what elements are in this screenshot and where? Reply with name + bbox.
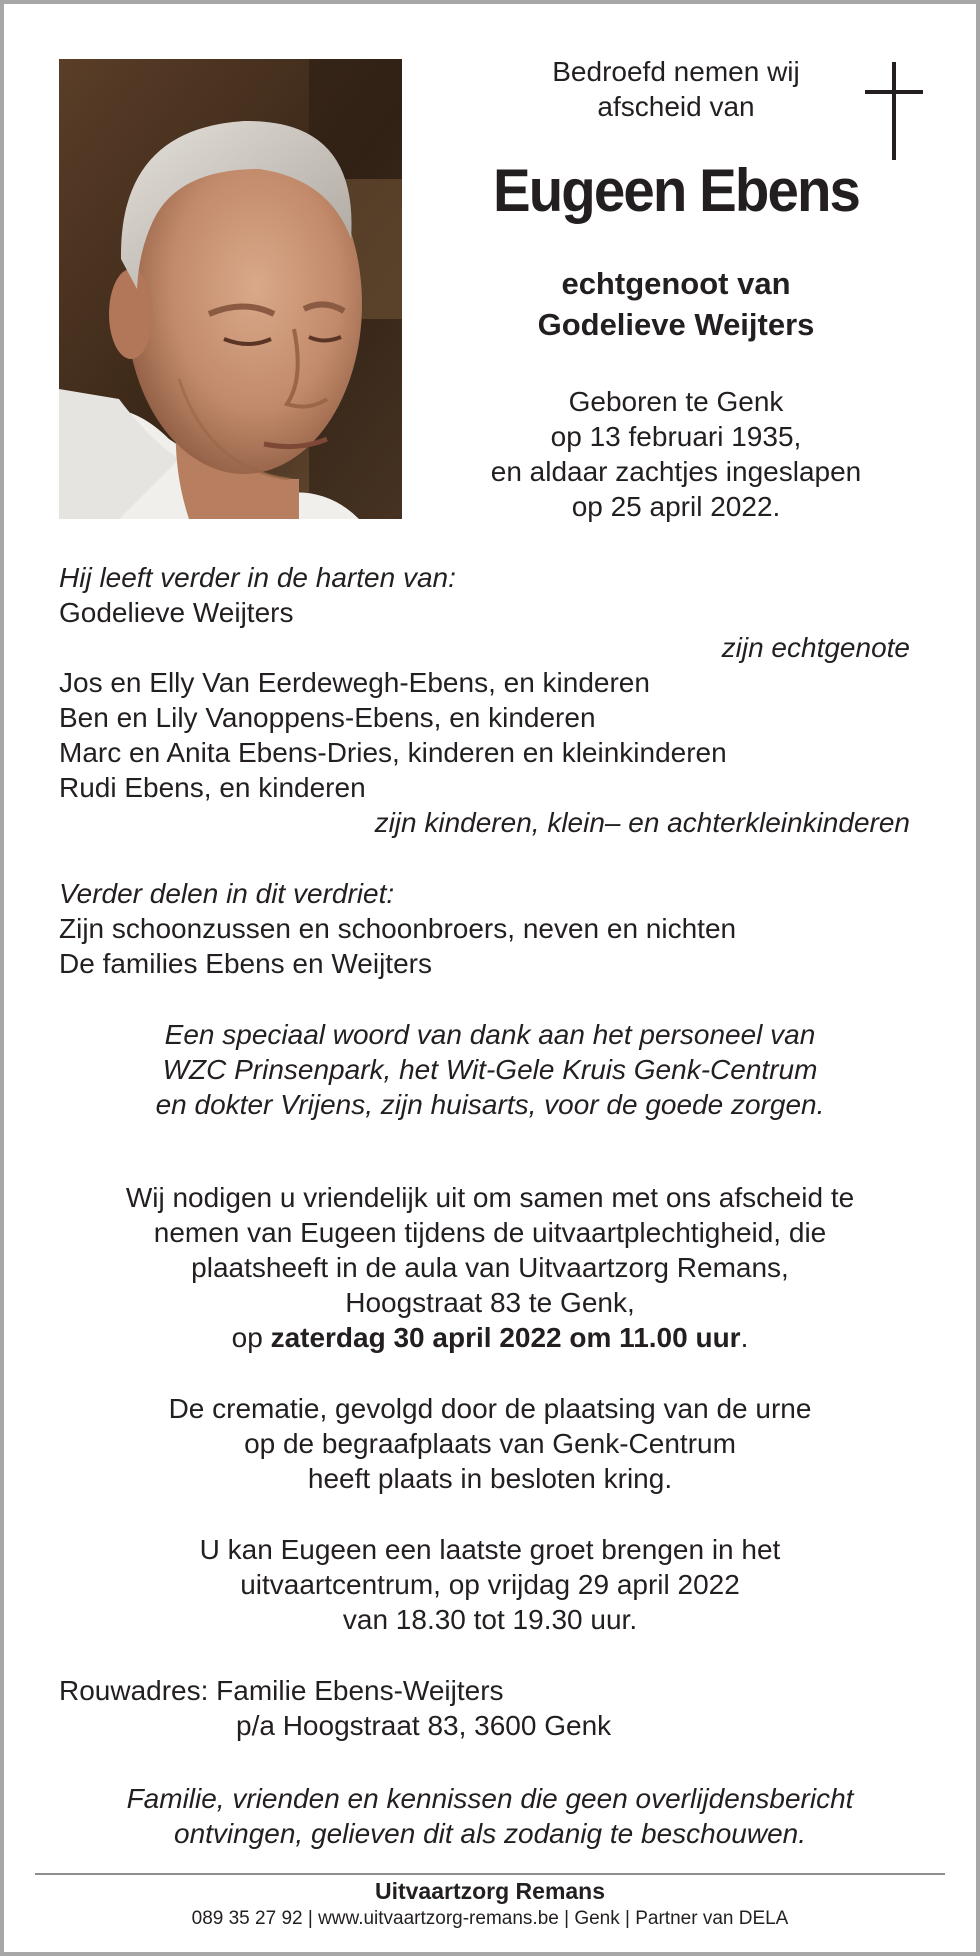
children-role: zijn kinderen, klein– en achterkleinkinderen — [374, 807, 910, 838]
ceremony-line-4: Hoogstraat 83 te Genk, — [345, 1287, 635, 1318]
birth-line-2: op 13 februari 1935, — [550, 421, 802, 452]
footer-contact-info: 089 35 27 92 | www.uitvaartzorg-remans.be | Genk | Partner van DELA — [191, 1908, 789, 1929]
thanks-line-2: WZC Prinsenpark, het Wit-Gele Kruis Genk-Centrum — [162, 1054, 818, 1085]
child-line-4: Rudi Ebens, en kinderen — [59, 772, 366, 803]
intro-line-1: Bedroefd nemen wij — [552, 56, 800, 87]
child-line-2: Ben en Lily Vanoppens-Ebens, en kinderen — [59, 702, 596, 733]
sharing-line-2: De families Ebens en Weijters — [59, 948, 432, 979]
intro-line-2: afscheid van — [597, 91, 755, 122]
footer-divider — [35, 1873, 945, 1875]
child-line-1: Jos en Elly Van Eerdewegh-Ebens, en kinderen — [59, 667, 650, 698]
ceremony-date-suffix: . — [740, 1322, 749, 1353]
spouse-name: Godelieve Weijters — [537, 307, 815, 342]
address-line-1: Rouwadres: Familie Ebens-Weijters — [59, 1675, 504, 1706]
visit-line-1: U kan Eugeen een laatste groet brengen in het — [199, 1534, 781, 1565]
sharing-line-1: Zijn schoonzussen en schoonbroers, neven en nichten — [59, 913, 737, 944]
notice-line-2: ontvingen, gelieven dit als zodanig te beschouwen. — [174, 1818, 806, 1849]
cremation-line-2: op de begraafplaats van Genk-Centrum — [244, 1428, 736, 1459]
cremation-line-1: De crematie, gevolgd door de plaatsing van de urne — [168, 1393, 812, 1424]
thanks-line-3: en dokter Vrijens, zijn huisarts, voor de goede zorgen. — [155, 1089, 825, 1120]
notice-line-1: Familie, vrienden en kennissen die geen overlijdensbericht — [126, 1783, 854, 1814]
visit-line-3: van 18.30 tot 19.30 uur. — [342, 1604, 638, 1635]
ceremony-line-3: plaatsheeft in de aula van Uitvaartzorg Remans, — [191, 1252, 789, 1283]
birth-line-1: Geboren te Genk — [568, 386, 784, 417]
address-line-2: p/a Hoogstraat 83, 3600 Genk — [236, 1710, 612, 1741]
death-line-1: en aldaar zachtjes ingeslapen — [490, 456, 862, 487]
footer-org-name: Uitvaartzorg Remans — [374, 1878, 606, 1904]
ceremony-date-bold: zaterdag 30 april 2022 om 11.00 uur — [270, 1322, 741, 1353]
cremation-line-3: heeft plaats in besloten kring. — [307, 1463, 673, 1494]
ceremony-line-2: nemen van Eugeen tijdens de uitvaartplechtigheid, die — [153, 1217, 827, 1248]
death-line-2: op 25 april 2022. — [571, 491, 781, 522]
ceremony-date — [40, 1320, 940, 1355]
deceased-name: Eugeen Ebens — [492, 157, 860, 224]
portrait-photo — [59, 59, 402, 519]
survivors-heading: Hij leeft verder in de harten van: — [59, 562, 456, 593]
child-line-3: Marc en Anita Ebens-Dries, kinderen en kleinkinderen — [59, 737, 727, 768]
spouse-intro: echtgenoot van — [561, 266, 791, 301]
spouse-role: zijn echtgenote — [721, 632, 910, 663]
sharing-heading: Verder delen in dit verdriet: — [59, 878, 395, 909]
survivor-spouse: Godelieve Weijters — [59, 597, 294, 628]
ceremony-date-prefix: op — [231, 1322, 271, 1353]
visit-line-2: uitvaartcentrum, op vrijdag 29 april 2022 — [240, 1569, 740, 1600]
ceremony-line-1: Wij nodigen u vriendelijk uit om samen met ons afscheid te — [125, 1182, 855, 1213]
thanks-line-1: Een speciaal woord van dank aan het personeel van — [164, 1019, 816, 1050]
